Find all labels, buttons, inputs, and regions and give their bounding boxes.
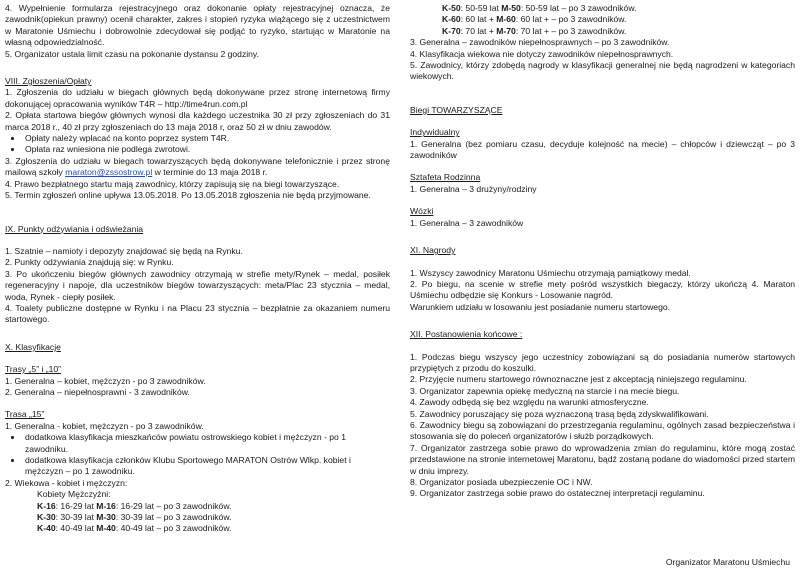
section-heading-xi: XI. Nagrody — [410, 245, 456, 256]
subheading-wozki: Wózki — [410, 206, 434, 217]
bullet-list-15 — [5, 432, 390, 478]
section-heading-viii: VIII. Zgłoszenia/Opłaty — [5, 76, 92, 87]
item-x-3: 3. Generalna – zawodników niepełnosprawnych – po 3 zawodników. — [410, 37, 670, 48]
item-8-3: 3. Zgłoszenia do udziału w biegach towarzyszących będą dokonywane telefonicznie i przez stronę mailową szkoły maraton@zssostrow.pl w terminie do 13 maja 2018 r. — [5, 155, 390, 178]
age-row-30: K-30: 30-39 lat M-30: 30-39 lat – po 3 zawodników. — [37, 512, 232, 523]
item-8-4: 4. Prawo bezpłatnego startu mają zawodnicy, którzy zapisują się na biegi towarzyszące. — [5, 178, 340, 189]
item-x-4: 4. Klasyfikacja wiekowa nie dotyczy zawodników niepełnosprawnych. — [410, 48, 674, 59]
bullet-list-8 — [5, 133, 390, 156]
age-row-60: K-60: 60 lat + M-60: 60 lat + – po 3 zawodników. — [442, 14, 627, 25]
right-column — [410, 3, 795, 500]
item-x-5: 5. Zawodnicy, którzy zdobędą nagrody w klasyfikacji generalnej nie będą nagrodzeni w kategoriach wiekowych. — [410, 60, 795, 82]
age-row-70: K-70: 70 lat + M-70: 70 lat + – po 3 zawodników. — [442, 25, 627, 36]
subheading-trasy-5-10: Trasy „5” i „10” — [5, 364, 62, 375]
item-trasy-5-2: 2. Generalna – niepełnosprawni - 3 zawodników. — [5, 386, 190, 397]
item-12-1: 1. Podczas biegu wszyscy jego uczestnicy zobowiązani są do posiadania numerów startowych przypiętych z przodu do koszulki. — [410, 351, 795, 373]
subheading-sztafeta: Sztafeta Rodzinna — [410, 172, 481, 183]
item-indywidualny-1: 1. Generalna (bez pomiaru czasu, decyduje kolejność na mecie) – chłopców i dziewcząt – po 3 zawodników — [410, 138, 795, 161]
item-8-5: 5. Termin zgłoszeń online upływa 13.05.2018. Po 13.05.2018 zgłoszenia nie będą przyjmowane. — [5, 190, 371, 201]
subheading-trasa-15: Trasa „15” — [5, 409, 45, 420]
subheading-indywidualny: Indywidualny — [410, 127, 460, 138]
subheading-biegi-towarzyszace: Biegi TOWARZYSZĄCE — [410, 104, 503, 115]
bullet-15-1: • dodatkowa klasyfikacja mieszkańców powiatu ostrowskiego kobiet i mężczyzn - po 1 zawodniku. — [23, 432, 390, 455]
item-12-2: 2. Przyjęcie numeru startowego równoznaczne jest z akceptacją niniejszego regulaminu. — [410, 374, 747, 385]
age-header: Kobiety Mężczyźni: — [37, 489, 111, 500]
item-trasy-5-1: 1. Generalna – kobiet, mężczyzn - po 3 zawodników. — [5, 375, 206, 386]
bullet-15-2: • dodatkowa klasyfikacja członków Klubu Sportowego MARATON Ostrów Wlkp. kobiet i mężczyzn – po 1 zawodniku. — [23, 455, 390, 478]
age-row-40: K-40: 40-49 lat M-40: 40-49 lat – po 3 zawodników. — [37, 523, 232, 534]
paragraph-risk: 4. Wypełnienie formularza rejestracyjnego oraz dokonanie opłaty rejestracyjnej oznacza, że zawodnik(opiekun prawny) ocenił charakter, zakres i stopień ryzyka wiążącego się z uczestnictwem w Maratonie Uśmiechu i dobrowolnie zdecydował się podjąć to ryzyko, startując w Maratonie na własną odpowiedzialność. — [5, 3, 390, 48]
item-trasa-15-2: 2. Wiekowa - kobiet i mężczyzn: — [5, 477, 128, 488]
paragraph-time-limit: 5. Organizator ustala limit czasu na pokonanie dystansu 2 godziny. — [5, 48, 259, 59]
section-heading-x: X. Klasyfikacje — [5, 341, 61, 352]
item-12-6: 6. Zawodnicy biegu są zobowiązani do przestrzegania regulaminu, ogólnych zasad bezpieczeństwa i stosowania się do poleceń organizatorów i służb porządkowych. — [410, 419, 795, 442]
item-8-1: 1. Zgłoszenia do udziału w biegach głównych będą dokonywane przez stronę internetową firmy dokonującej opracowania wyników T4R – http://time4run.com.pl — [5, 87, 390, 109]
item-wozki-1: 1. Generalna – 3 zawodników — [410, 217, 524, 228]
item-9-1: 1. Szatnie – namioty i depozyty znajdować się będą na Rynku. — [5, 245, 243, 256]
item-9-3: 3. Po ukończeniu biegów głównych zawodnicy otrzymają w strefie mety/Rynek – medal, posiłek regeneracyjny i napoje, dla uczestników biegów towarzyszących: meta/Plac 23 stycznia – medal, woda, Rynek - ciepły posiłek. — [5, 268, 390, 302]
item-sztafeta-1: 1. Generalna – 3 drużyny/rodziny — [410, 183, 537, 194]
item-11-3: Warunkiem udziału w losowaniu jest posiadanie numeru startowego. — [410, 301, 671, 312]
item-12-7: 7. Organizator zastrzega sobie prawo do wprowadzenia zmian do regulaminu, które mogą zostać przedstawione na stronie internetowej Maratonu, bądź zostaną podane do wiadomości przed startem w dniu imprezy. — [410, 442, 795, 476]
email-link[interactable]: maraton@zssostrow.pl — [65, 167, 153, 178]
item-11-2: 2. Po biegu, na scenie w strefie mety pośród wszystkich biegaczy, którzy ukończą 4. Maraton Uśmiechu odbędzie się Konkurs - Losowanie nagród. — [410, 278, 795, 301]
age-row-16: K-16: 16-29 lat M-16: 16-29 lat – po 3 zawodników. — [37, 500, 232, 511]
bullet-8-2: • Opłata raz wniesiona nie podlega zwrotowi. — [23, 144, 390, 155]
item-11-1: 1. Wszyscy zawodnicy Maratonu Uśmiechu otrzymają pamiątkowy medal. — [410, 267, 691, 278]
organizer-signature: Organizator Maratonu Uśmiechu — [665, 556, 790, 567]
item-trasa-15-1: 1. Generalna - kobiet, mężczyzn - po 3 zawodników. — [5, 420, 204, 431]
item-12-8: 8. Organizator posiada ubezpieczenie OC i NW. — [410, 477, 593, 487]
item-12-4: 4. Zawody odbędą się bez względu na warunki atmosferyczne. — [410, 397, 649, 408]
age-row-50: K-50: 50-59 lat M-50: 50-59 lat – po 3 zawodników. — [442, 3, 637, 13]
bullet-8-1: • Opłaty należy wpłacać na konto poprzez system T4R. — [23, 133, 390, 144]
item-12-5: 5. Zawodnicy poruszający się poza wyznaczoną trasą będą zdyskwalifikowani. — [410, 408, 709, 419]
section-heading-ix: IX. Punkty odżywiania i odświeżania — [5, 223, 144, 234]
item-8-2: 2. Opłata startowa biegów głównych wynosi dla każdego uczestnika 30 zł przy zgłoszeniach do 31 marca 2018 r., 40 zł przy zgłoszeniach do 13 maja 2018 r, oraz 50 zł w dniu zawodów. — [5, 110, 390, 132]
item-9-2: 2. Punkty odżywiania znajdują się: w Rynku. — [5, 257, 174, 268]
item-12-3: 3. Organizator zapewnia opiekę medyczną na starcie i na mecie biegu. — [410, 385, 680, 396]
left-column — [5, 3, 390, 535]
item-9-4: 4. Toalety publiczne dostępne w Rynku i na Placu 23 stycznia – bezpłatnie za okazaniem numeru startowego. — [5, 302, 390, 325]
section-heading-xii: XII. Postanowienia końcowe : — [410, 329, 523, 340]
item-12-9: 9. Organizator zastrzega sobie prawo do ostatecznej interpretacji regulaminu. — [410, 488, 705, 499]
